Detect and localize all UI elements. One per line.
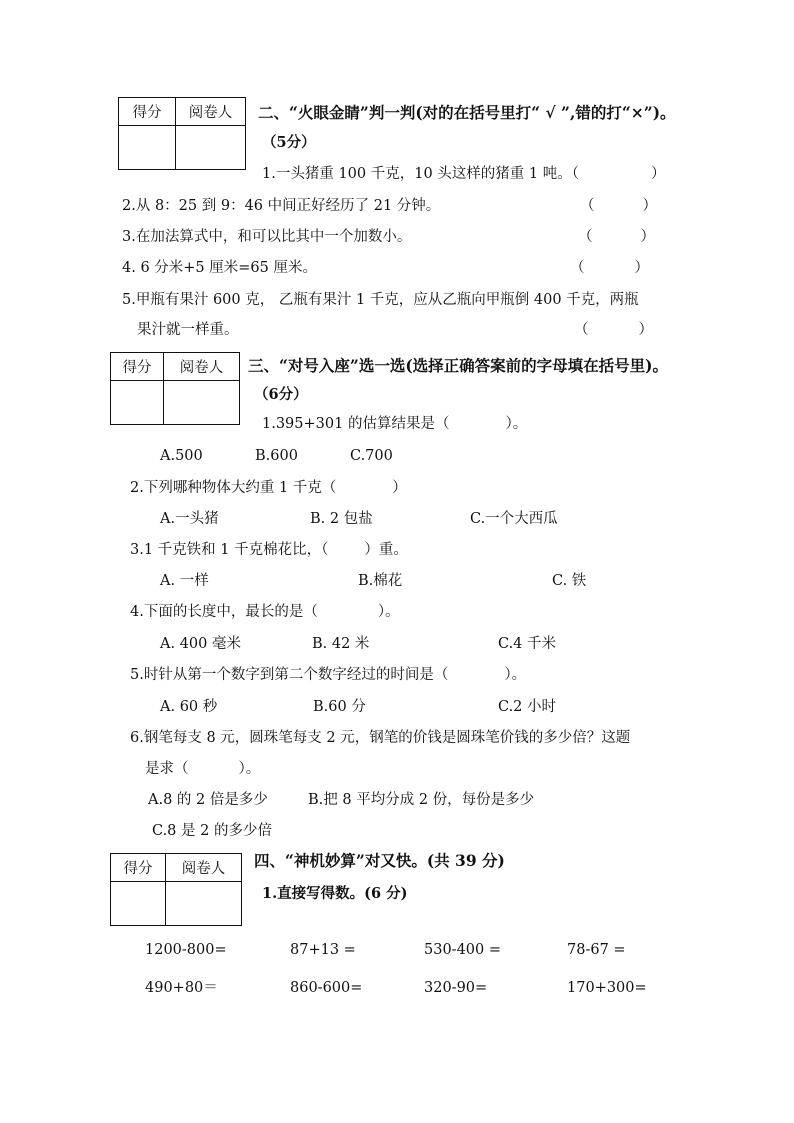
q4-option-b: B. 42 米: [312, 636, 370, 652]
q5-option-c: C.2 小时: [498, 699, 557, 715]
q1-option-a: A.500: [160, 448, 203, 464]
score-cell[interactable]: [111, 381, 164, 425]
grader-label: 阅卷人: [176, 98, 246, 126]
section2-item-4: 4. 6 分米+5 厘米=65 厘米。: [122, 260, 317, 276]
calc-1-4[interactable]: 78-67 =: [567, 942, 626, 958]
section2-points: （5分）: [262, 134, 316, 151]
score-label: 得分: [111, 353, 164, 381]
q4-option-a: A. 400 毫米: [160, 636, 241, 652]
q3: 3.1 千克铁和 1 千克棉花比，（ ）重。: [130, 542, 408, 558]
q6: 6.钢笔每支 8 元，圆珠笔每支 2 元，钢笔的价钱是圆珠笔价钱的多少倍？这题: [130, 730, 631, 746]
section2-item-1: [262, 164, 579, 184]
section2-heading: 二、“火眼金睛”判一判(对的在括号里打“ √ ”,错的打“×”)。: [258, 103, 676, 122]
q2-option-a: A.一头猪: [160, 511, 219, 527]
calc-1-3[interactable]: 530-400 =: [424, 942, 502, 958]
q6-option-a: A.8 的 2 倍是多少: [148, 792, 268, 808]
q1-option-c: C.700: [350, 448, 393, 464]
grader-cell[interactable]: [164, 381, 240, 425]
score-cell[interactable]: [119, 126, 176, 170]
q6-option-c: C.8 是 2 的多少倍: [152, 823, 272, 839]
score-label: 得分: [111, 854, 166, 882]
calc-2-3[interactable]: 320-90=: [424, 980, 488, 996]
calc-2-1[interactable]: 490+80＝: [145, 980, 218, 996]
q5: 5.时针从第一个数字到第二个数字经过的时间是（ ）。: [130, 667, 527, 683]
answer-paren[interactable]: （ ）: [574, 322, 653, 338]
q5-option-a: A. 60 秒: [160, 699, 218, 715]
q1: 1.395+301 的估算结果是（ ）。: [262, 416, 528, 432]
grader-label: 阅卷人: [166, 854, 242, 882]
score-cell[interactable]: [111, 882, 166, 926]
q2-option-c: C.一个大西瓜: [470, 511, 558, 527]
answer-paren[interactable]: （ ）: [580, 198, 657, 214]
q3-option-b: B.棉花: [358, 573, 403, 589]
q2: 2.下列哪种物体大约重 1 千克（ ）: [130, 480, 407, 496]
answer-paren[interactable]: （ ）: [578, 229, 655, 245]
section2-item-2: 2.从 8：25 到 9：46 中间正好经历了 21 分钟。: [122, 198, 441, 214]
grader-cell[interactable]: [166, 882, 242, 926]
section4-heading: 四、“神机妙算”对又快。(共 39 分): [254, 851, 505, 870]
q2-option-b: B. 2 包盐: [310, 511, 373, 527]
q4-option-c: C.4 千米: [498, 636, 557, 652]
grader-cell[interactable]: [176, 126, 246, 170]
score-box-section3: [110, 352, 240, 425]
score-box-section2: [118, 97, 246, 170]
section2-item-5: 5.甲瓶有果汁 600 克， 乙瓶有果汁 1 千克，应从乙瓶向甲瓶倒 400 千克，两瓶: [122, 292, 639, 308]
answer-paren[interactable]: （ ）: [570, 260, 649, 276]
q4: 4.下面的长度中，最长的是（ ）。: [130, 604, 400, 620]
q6-option-b: B.把 8 平均分成 2 份，每份是多少: [308, 792, 535, 808]
q6-cont: 是求（ ）。: [145, 761, 261, 777]
calc-2-2[interactable]: 860-600=: [290, 980, 363, 996]
calc-2-4[interactable]: 170+300=: [567, 980, 647, 996]
calc-1-1[interactable]: 1200-800=: [145, 942, 227, 958]
section3-points: （6分）: [254, 386, 308, 403]
section2-item-3: 3.在加法算式中，和可以比其中一个加数小。: [122, 229, 412, 245]
q5-option-b: B.60 分: [313, 699, 366, 715]
calc-1-2[interactable]: 87+13 =: [290, 942, 356, 958]
q1-option-b: B.600: [255, 448, 298, 464]
section3-heading: 三、“对号入座”选一选(选择正确答案前的字母填在括号里)。: [248, 356, 669, 375]
section2-item-5-cont: 果汁就一样重。: [137, 322, 239, 338]
answer-paren-close[interactable]: ）: [651, 166, 666, 182]
q3-option-c: C. 铁: [552, 573, 587, 589]
score-box-section4: [110, 853, 242, 926]
item-text: 1.一头猪重 100 千克，10 头这样的猪重 1 吨。（: [262, 166, 579, 182]
section4-sub: 1.直接写得数。(6 分): [262, 885, 408, 902]
grader-label: 阅卷人: [164, 353, 240, 381]
score-label: 得分: [119, 98, 176, 126]
q3-option-a: A. 一样: [160, 573, 209, 589]
